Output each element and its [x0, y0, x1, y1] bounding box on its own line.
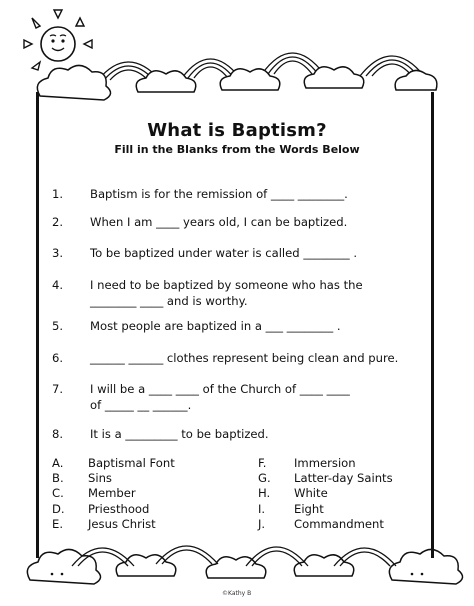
- question-number: 3.: [52, 246, 64, 260]
- word-bank-item: [258, 502, 434, 517]
- worksheet-title: What is Baptism?: [147, 120, 327, 141]
- word-option: White: [294, 486, 328, 501]
- question-text-continued: ________ ____ and is worthy.: [90, 294, 248, 308]
- word-letter: C.: [52, 486, 64, 501]
- word-letter: A.: [52, 456, 64, 470]
- question-text: When I am ____ years old, I can be baptized.: [90, 215, 348, 229]
- question-text: ______ ______ clothes represent being clean and pure.: [90, 351, 399, 365]
- word-letter: F.: [258, 456, 267, 470]
- word-letter: E.: [52, 516, 64, 531]
- word-letter: D.: [52, 501, 65, 516]
- question-number: 7.: [52, 382, 64, 396]
- question-text: I will be a ____ ____ of the Church of ____ ____: [90, 382, 350, 396]
- question-number: 4.: [52, 278, 64, 292]
- word-bank-item: [52, 502, 242, 517]
- question-number: 8.: [52, 427, 64, 441]
- word-bank-right: [258, 456, 434, 532]
- question-number: 6.: [52, 351, 64, 365]
- word-option: Eight: [294, 501, 324, 516]
- word-option: Sins: [88, 471, 112, 486]
- word-option: Baptismal Font: [88, 456, 175, 470]
- word-letter: J.: [258, 516, 266, 531]
- question-number: 2.: [52, 215, 64, 229]
- word-bank-item: [52, 517, 242, 532]
- word-bank-item: [52, 456, 242, 471]
- word-bank-left: [52, 456, 242, 532]
- word-option: Member: [88, 486, 136, 501]
- word-letter: G.: [258, 471, 271, 486]
- question-number: 1.: [52, 187, 64, 201]
- word-option: Jesus Christ: [88, 516, 156, 531]
- worksheet-subtitle: Fill in the Blanks from the Words Below: [114, 143, 360, 156]
- word-option: Commandment: [294, 516, 384, 531]
- question-text: To be baptized under water is called ________ .: [90, 246, 358, 260]
- question-text: Baptism is for the remission of ____ ________.: [90, 187, 348, 201]
- word-option: Immersion: [294, 456, 356, 470]
- question-text: It is a _________ to be baptized.: [90, 427, 269, 441]
- word-bank-item: [258, 456, 434, 471]
- word-letter: H.: [258, 486, 271, 501]
- sun-icon: [24, 10, 92, 70]
- word-bank-item: [52, 486, 242, 501]
- word-option: Latter-day Saints: [294, 471, 393, 486]
- question-text: Most people are baptized in a ___ ________ .: [90, 319, 341, 333]
- word-letter: I.: [258, 501, 266, 516]
- word-option: Priesthood: [88, 501, 150, 516]
- word-letter: B.: [52, 471, 64, 486]
- author-credit: ©Kathy B: [222, 590, 252, 597]
- word-bank-item: [52, 471, 242, 486]
- word-bank-item: [258, 517, 434, 532]
- word-bank-item: [258, 486, 434, 501]
- question-text: I need to be baptized by someone who has the: [90, 278, 363, 292]
- question-number: 5.: [52, 319, 64, 333]
- word-bank-item: [258, 471, 434, 486]
- question-text-continued: of _____ __ ______.: [90, 398, 192, 412]
